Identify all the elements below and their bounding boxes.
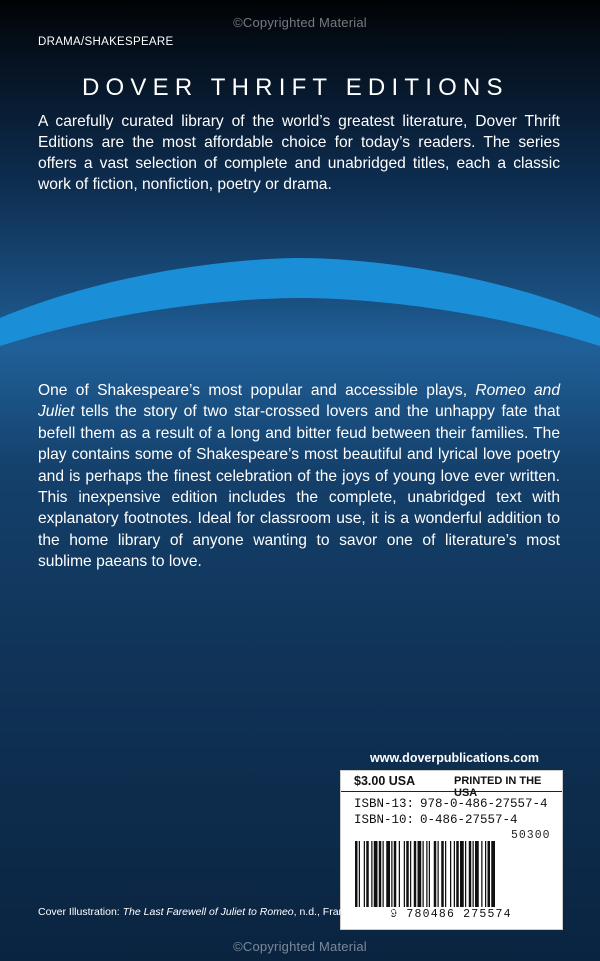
price-row [341, 771, 562, 799]
publisher-website: www.doverpublications.com [370, 751, 540, 765]
barcode-bar [418, 841, 422, 907]
barcode-bar [465, 841, 466, 907]
barcode-bar [434, 841, 437, 907]
barcode-bar [454, 841, 455, 907]
watermark-top: ©Copyrighted Material [233, 15, 367, 30]
barcode-bar [460, 841, 464, 907]
category-label: DRAMA/SHAKESPEARE [38, 36, 174, 48]
description-body: tells the story of two star-crossed lovers and the unhappy fate that befell them as a result of a long and bitter feud between their families. The play contains some of Shakespeare’s most beautiful and lyrical love poetry and is perhaps the finest celebration of the joys of young love ever written. This inexpensive edition includes the complete, unabridged text with explanatory footnotes. Ideal for classroom use, it is a wonderful addition to the home library of anyone wanting to savor one of literature’s most sublime paeans to love. [38, 403, 560, 571]
cover-illustration-credit [38, 906, 407, 918]
barcode-image [351, 841, 551, 907]
barcode-bar [399, 841, 400, 907]
credit-prefix: Cover Illustration: [38, 906, 123, 918]
credit-title: The Last Farewell of Juliet to Romeo [122, 906, 294, 918]
barcode-bar [485, 841, 486, 907]
barcode-bar [473, 841, 474, 907]
barcode-bar [406, 841, 409, 907]
barcode-bar [364, 841, 365, 907]
barcode-bar [359, 841, 360, 907]
price-code: 50300 [511, 829, 551, 842]
barcode-bar [456, 841, 459, 907]
barcode-digits: 9 780486 275574 [390, 908, 512, 921]
barcode-bar [386, 841, 390, 907]
barcode-bar [491, 841, 495, 907]
barcode-bar [426, 841, 427, 907]
barcode-bar [488, 841, 491, 907]
isbn13-value: 978-0-486-27557-4 [420, 797, 548, 811]
barcode-bar [450, 841, 451, 907]
printed-in-label: PRINTED IN THE USA [454, 775, 542, 799]
watermark-bottom: ©Copyrighted Material [233, 939, 367, 954]
credit-suffix: , n.d., Francesco Hayez. [293, 906, 408, 918]
isbn10-line [354, 813, 518, 827]
barcode-bar [410, 841, 411, 907]
barcode-bar [481, 841, 482, 907]
series-intro-text: A carefully curated library of the world’s greatest literature, Dover Thrift Editions are the most affordable choice for today’s readers. The series offers a vast selection of complete and unabridged titles, each a classic work of fiction, nonfiction, poetry or drama. [38, 113, 560, 193]
barcode-bar [366, 841, 369, 907]
barcode-bar [391, 841, 392, 907]
price-label: $3.00 USA [354, 774, 416, 788]
barcode-bar [475, 841, 479, 907]
barcode-bar [423, 841, 424, 907]
barcode-bar [404, 841, 405, 907]
barcode-bar [394, 841, 397, 907]
book-description [38, 380, 560, 573]
barcode-bar [469, 841, 472, 907]
barcode-bar [355, 841, 358, 907]
isbn10-label: ISBN-10: [354, 813, 415, 827]
barcode-bar [438, 841, 439, 907]
description-lead: One of Shakespeare’s most popular and accessible plays, [38, 382, 476, 399]
isbn13-line [354, 797, 548, 811]
isbn10-value: 0-486-27557-4 [420, 813, 518, 827]
barcode-bar [414, 841, 417, 907]
barcode-bar [374, 841, 378, 907]
isbn13-label: ISBN-13: [354, 797, 415, 811]
barcode-bar [429, 841, 430, 907]
description-title: Romeo and Juliet [38, 382, 560, 421]
barcode-bar [383, 841, 384, 907]
barcode-bar [379, 841, 382, 907]
series-title: DOVER THRIFT EDITIONS [82, 74, 509, 101]
barcode-bar [441, 841, 444, 907]
barcode-bar [445, 841, 446, 907]
barcode-bar [371, 841, 372, 907]
series-intro [38, 111, 560, 195]
